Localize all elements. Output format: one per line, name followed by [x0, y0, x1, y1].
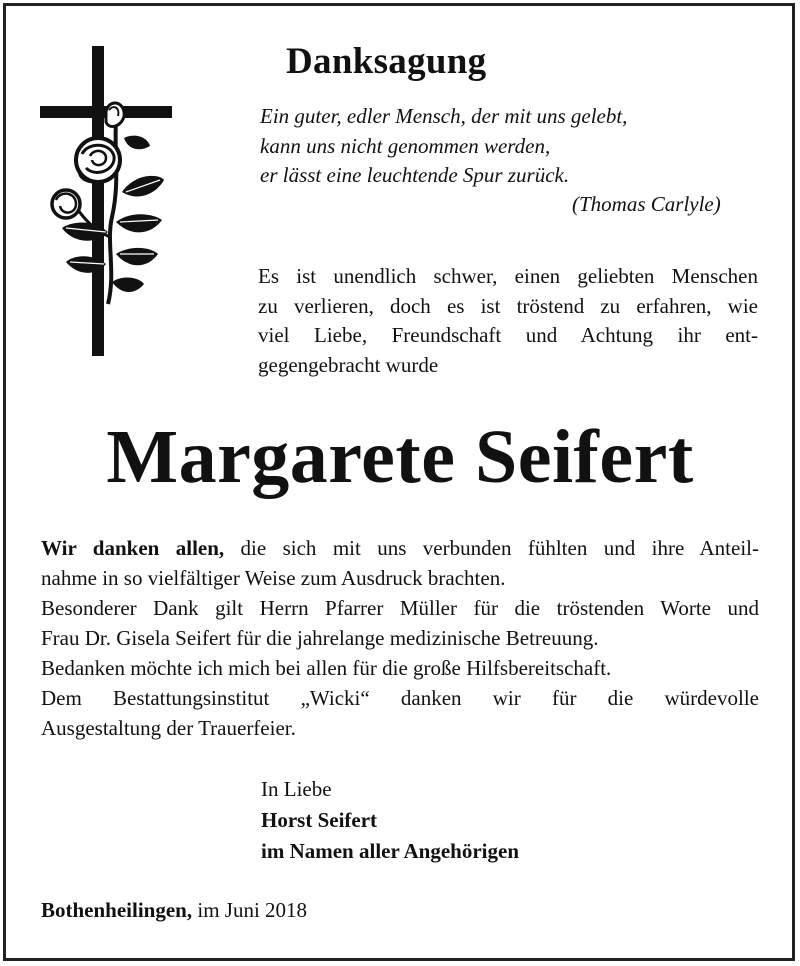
- signature-block: [261, 774, 519, 867]
- thanks-line: Frau Dr. Gisela Seifert für die jahrelange medizinische Betreuung.: [41, 626, 599, 650]
- thanks-lead: Wir danken allen,: [41, 536, 225, 560]
- signature-name: Horst Seifert: [261, 808, 378, 832]
- deceased-name: Margarete Seifert: [106, 415, 694, 499]
- thanks-line: Besonderer Dank gilt Herrn Pfarrer Müller für die tröstenden Worte und: [41, 596, 759, 620]
- thanks-line: [41, 533, 759, 563]
- thanks-line: Bedanken möchte ich mich bei allen für die große Hilfsbereitschaft.: [41, 656, 612, 680]
- quote-block: [260, 102, 721, 216]
- intro-paragraph: [258, 262, 758, 380]
- quote-line: kann uns nicht genommen werden,: [260, 133, 551, 158]
- thanks-line-rest: die sich mit uns verbunden fühlten und ihre Anteil-: [224, 536, 759, 560]
- page-title: Danksagung: [286, 41, 487, 82]
- quote-author: (Thomas Carlyle): [572, 192, 721, 216]
- thanks-paragraph: [41, 533, 759, 743]
- date: im Juni 2018: [192, 898, 308, 922]
- cross-with-roses-icon: [36, 42, 176, 360]
- place: Bothenheilingen,: [41, 898, 193, 922]
- place-date: [41, 898, 307, 923]
- intro-line: Es ist unendlich schwer, einen geliebten Menschen: [258, 264, 758, 288]
- thanks-line: Ausgestaltung der Trauerfeier.: [41, 716, 296, 740]
- quote-line: Ein guter, edler Mensch, der mit uns gelebt,: [260, 104, 628, 128]
- signature-greeting: In Liebe: [261, 777, 332, 801]
- thanks-line: Dem Bestattungsinstitut „Wicki“ danken wir für die würdevolle: [41, 686, 759, 710]
- thanks-line: nahme in so vielfältiger Weise zum Ausdruck brachten.: [41, 566, 506, 590]
- intro-line: zu verlieren, doch es ist tröstend zu erfahren, wie: [258, 293, 758, 318]
- quote-line: er lässt eine leuchtende Spur zurück.: [260, 163, 570, 187]
- signature-family: im Namen aller Angehörigen: [261, 839, 520, 863]
- intro-line: gegengebracht wurde: [258, 352, 439, 377]
- intro-line: viel Liebe, Freundschaft und Achtung ihr ent-: [258, 323, 758, 347]
